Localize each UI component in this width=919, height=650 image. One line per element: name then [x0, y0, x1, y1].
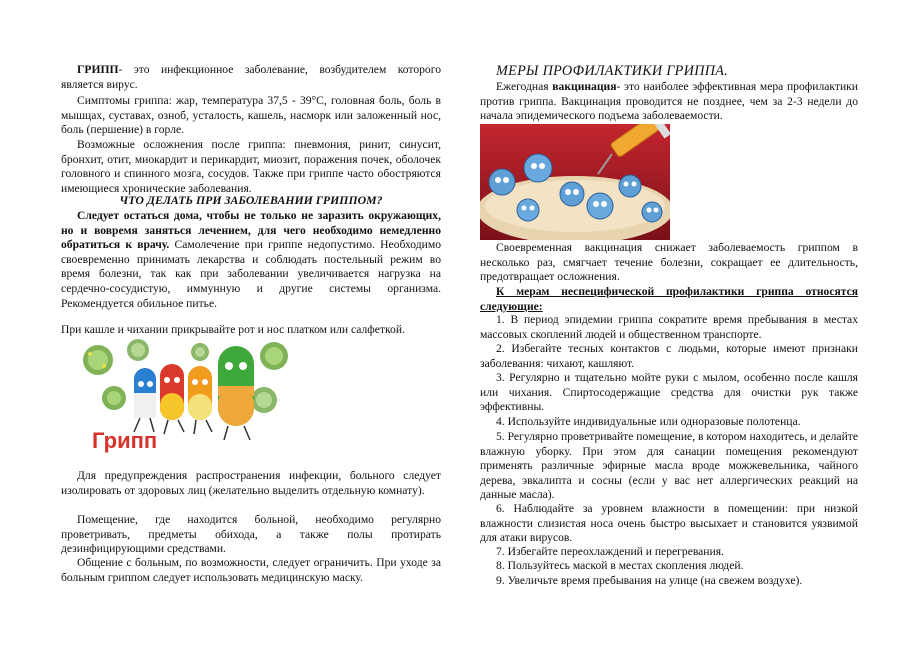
measure-item: 3. Регулярно и тщательно мойте руки с мылом, особенно после кашля или чихания. Спиртосодержащие средства для очистки рук также эффективны.: [480, 371, 858, 414]
isolation-paragraph: Для предупреждения распространения инфекции, больного следует изолировать от здоровых лиц (желательно выделить отдельную комнату).: [61, 469, 441, 497]
virus-character-icon: [587, 193, 613, 219]
complications-paragraph: Возможные осложнения после гриппа: пневмония, ринит, синусит, бронхит, отит, миокардит и перикардит, миозит, поражения почек, оболочек головного и спинного мозга, сосудов. Также при гриппе часто обостряются имеющиеся хронические заболевания.: [61, 138, 441, 195]
vaccination-term: вакцинация: [552, 80, 617, 93]
measure-item: 8. Пользуйтесь маской в местах скопления людей.: [496, 559, 744, 572]
measure-item: 5. Регулярно проветривайте помещение, в котором находитесь, и делайте влажную уборку. При этом для санации помещения рекомендуют применять различные эфирные масла вроде можжевельника, чайного дерева, эвкалипта и сосны (если у вас нет аллергических реакций на данные масла).: [480, 430, 858, 502]
virus-icon: [191, 343, 209, 361]
virus-character-icon: [619, 175, 641, 197]
illustration-caption: Грипп: [92, 428, 158, 453]
virus-icon: [102, 386, 126, 410]
virus-character-icon: [560, 182, 584, 206]
mask-care-paragraph: Общение с больным, по возможности, следует ограничить. При уходе за больным гриппом следует использовать медицинскую маску.: [61, 556, 441, 584]
pill-icon: [218, 346, 254, 426]
virus-icon: [83, 345, 113, 375]
flu-definition-text: - это инфекционное заболевание, возбудителем которого является вирус.: [61, 63, 441, 91]
vaccine-illustration: [480, 124, 670, 240]
measure-item: 2. Избегайте тесных контактов с людьми, которые имеют признаки заболевания: чихают, кашляют.: [480, 342, 858, 370]
pill-icon: [188, 366, 212, 420]
what-to-do-heading: ЧТО ДЕЛАТЬ ПРИ ЗАБОЛЕВАНИИ ГРИППОМ?: [119, 193, 383, 207]
vaccination-paragraph: [480, 80, 858, 124]
nonspecific-measures-heading-text: К мерам неспецифической профилактики гриппа относятся следующие:: [480, 285, 858, 313]
measure-item: 7. Избегайте переохлаждений и перегревания.: [496, 545, 724, 558]
stay-home-paragraph: [61, 209, 441, 311]
timely-vaccination-paragraph: Своевременная вакцинация снижает заболеваемость гриппом в несколько раз, смягчает течение болезни, сокращает ее длительность, предотвращает осложнения.: [480, 241, 858, 284]
pill-icon: [160, 364, 184, 420]
flu-term: ГРИПП: [77, 63, 119, 76]
vaccination-pre: Ежегодная: [496, 80, 553, 93]
measure-item: 1. В период эпидемии гриппа сократите время пребывания в местах массовых скоплений людей и общественном транспорте.: [480, 313, 858, 341]
virus-character-icon: [642, 202, 662, 222]
cough-paragraph: При кашле и чихании прикрывайте рот и нос платком или салфеткой.: [61, 323, 405, 336]
ventilation-paragraph: Помещение, где находится больной, необходимо регулярно проветривать, предметы обихода, а также полы протирать дезинфицирующими средствами.: [61, 513, 441, 556]
flu-pills-illustration: [78, 338, 296, 455]
virus-icon: [260, 342, 288, 370]
virus-character-icon: [517, 199, 539, 221]
nonspecific-measures-heading: [480, 285, 858, 314]
prevention-heading: МЕРЫ ПРОФИЛАКТИКИ ГРИППА.: [496, 63, 729, 79]
vaccination-text: - это наиболее эффективная мера профилактики против гриппа. Вакцинация проводится не позднее, чем за 2-3 недели до начала эпидемического подъема заболеваемости.: [480, 80, 858, 123]
virus-character-icon: [524, 154, 552, 182]
stay-home-bold-text: Следует остаться дома, чтобы не только не заразить окружающих, но и вовремя заняться лечением, для чего необходимо немедленно обратиться к врачу.: [61, 209, 441, 252]
flu-definition-paragraph: [61, 63, 441, 92]
virus-character-icon: [489, 169, 515, 195]
symptoms-paragraph: Симптомы гриппа: жар, температура 37,5 - 39°С, головная боль, боль в мышцах, суставах, озноб, усталость, кашель, насморк или заложенный нос, боль (першение) в горле.: [61, 94, 441, 137]
measure-item: 6. Наблюдайте за уровнем влажности в помещении: при низкой влажности слизистая носа очень быстро высыхает и становится уязвимой для атаки вирусов.: [480, 502, 858, 545]
virus-icon: [127, 339, 149, 361]
measure-item: 9. Увеличьте время пребывания на улице (на свежем воздухе).: [496, 574, 803, 587]
pill-icon: [134, 368, 156, 418]
virus-icon: [251, 387, 277, 413]
measure-item: 4. Используйте индивидуальные или одноразовые полотенца.: [496, 415, 801, 428]
stay-home-text: Самолечение при гриппе недопустимо. Необходимо своевременно принимать лекарства и соблюдать постельный режим во время болезни, так как при заболевании увеличивается нагрузка на сердечно-сосудистую, иммунную и другие системы организма. Рекомендуется обильное питье.: [61, 238, 442, 310]
